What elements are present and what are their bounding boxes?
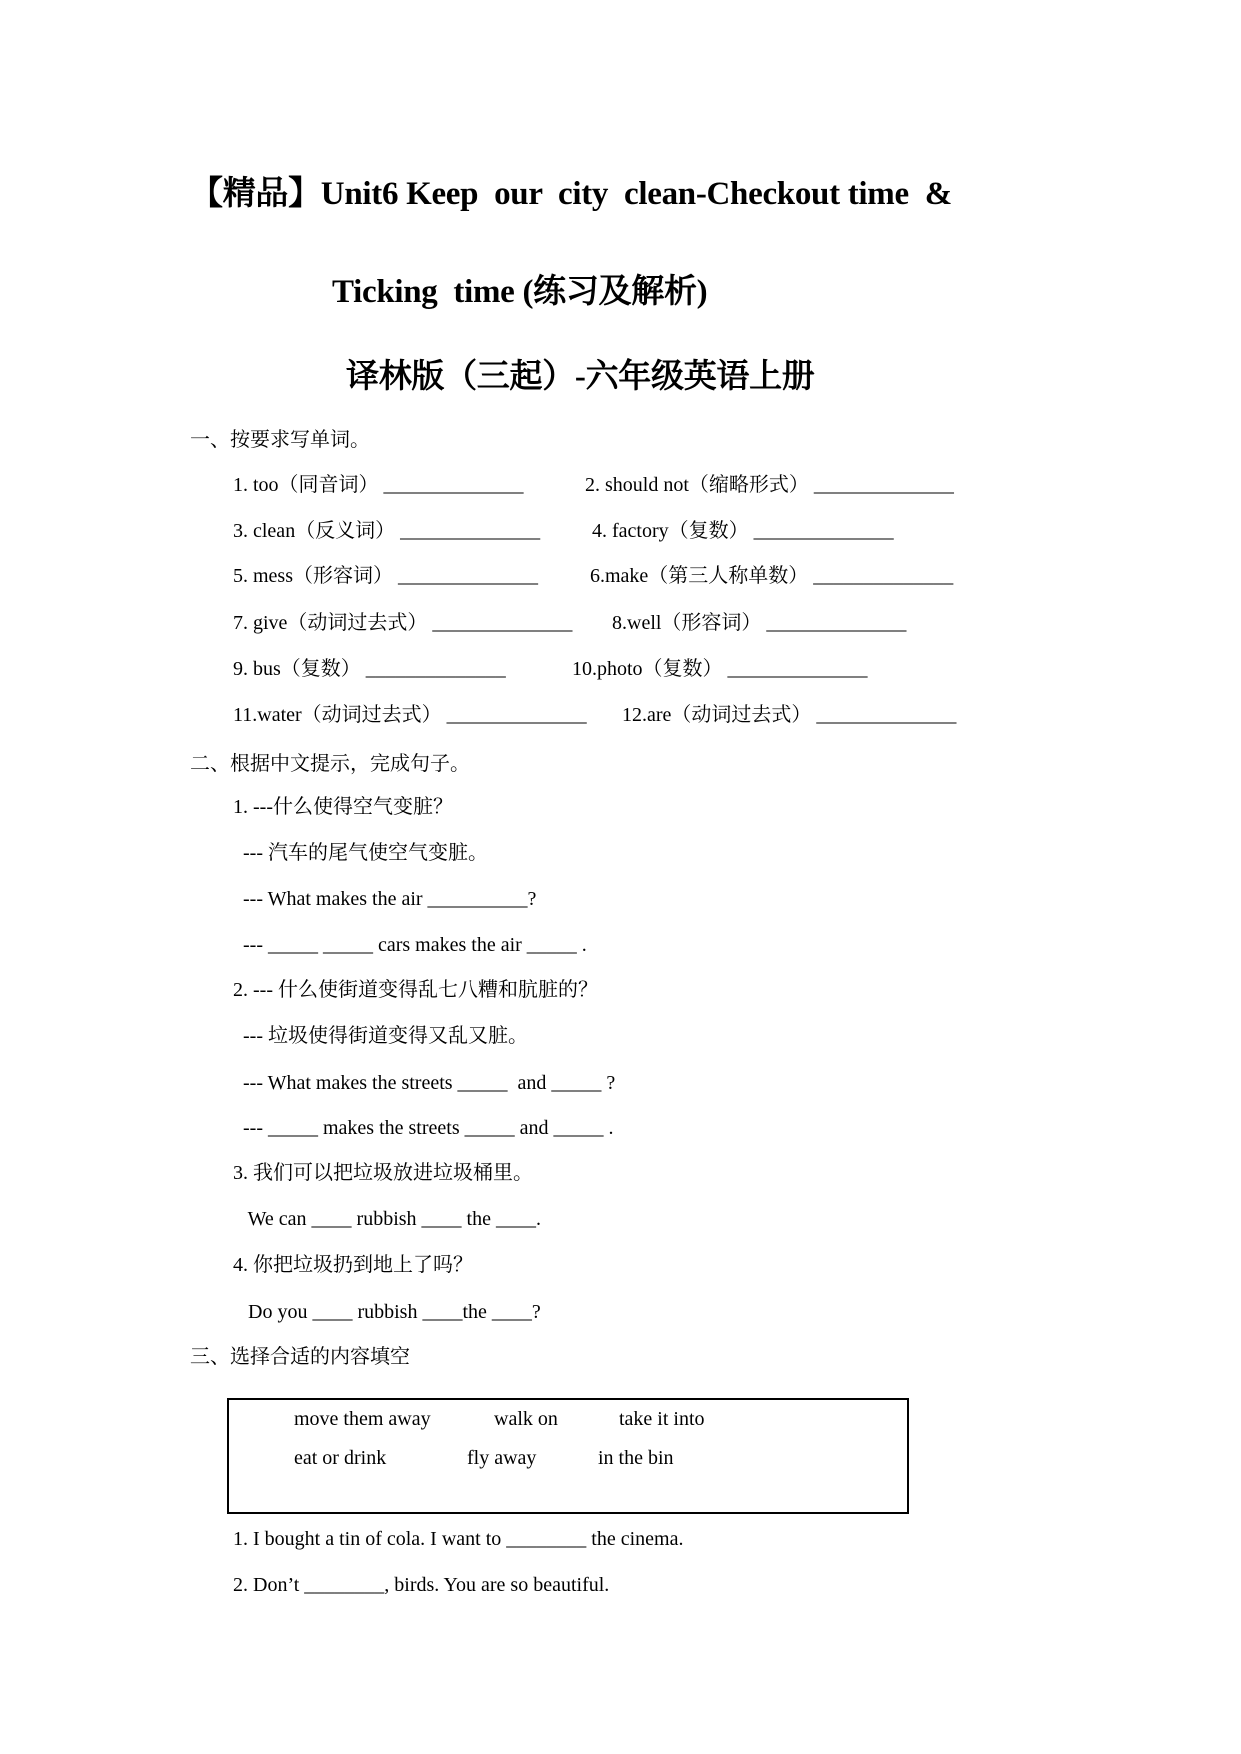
exercise-line: 4. 你把垃圾扔到地上了吗？ — [233, 1254, 473, 1276]
exercise-item: 7. give（动词过去式） ______________ — [233, 612, 573, 634]
exercise-line: We can ____ rubbish ____ the ____. — [233, 1208, 541, 1230]
section-3-heading: 三、选择合适的内容填空 — [190, 1346, 410, 1368]
exercise-item: 6.make（第三人称单数） ______________ — [590, 565, 954, 587]
word-bank-item: eat or drink — [294, 1447, 387, 1469]
word-bank-item: in the bin — [598, 1447, 674, 1469]
exercise-line: --- _____ _____ cars makes the air _____ . — [238, 934, 587, 956]
title-line-3: 译林版（三起）-六年级英语上册 — [346, 359, 815, 395]
exercise-line: Do you ____ rubbish ____the ____? — [233, 1301, 541, 1323]
question: 2. Don’t ________, birds. You are so beautiful. — [233, 1574, 610, 1596]
exercise-item: 1. too（同音词） ______________ — [233, 474, 524, 496]
title-line-2: Ticking time (练习及解析) — [332, 274, 708, 310]
exercise-line: --- _____ makes the streets _____ and _____ . — [238, 1117, 614, 1139]
exercise-item: 5. mess（形容词） ______________ — [233, 565, 538, 587]
exercise-item: 12.are（动词过去式） ______________ — [622, 704, 957, 726]
section-2-heading: 二、根据中文提示，完成句子。 — [190, 753, 470, 775]
exercise-line: --- What makes the air __________? — [238, 888, 537, 910]
exercise-line: --- 汽车的尾气使空气变脏。 — [238, 842, 488, 864]
word-bank-item: walk on — [494, 1408, 558, 1430]
exercise-line: 2. --- 什么使街道变得乱七八糟和肮脏的？ — [233, 979, 598, 1001]
word-bank-item: fly away — [467, 1447, 537, 1469]
word-bank-item: take it into — [619, 1408, 705, 1430]
question: 1. I bought a tin of cola. I want to ________ the cinema. — [233, 1528, 684, 1550]
exercise-line: --- What makes the streets _____ and _____ ? — [238, 1072, 616, 1094]
title-line-1: 【精品】Unit6 Keep our city clean-Checkout time & — [190, 176, 952, 212]
exercise-line: --- 垃圾使得街道变得又乱又脏。 — [238, 1025, 528, 1047]
exercise-item: 8.well（形容词） ______________ — [612, 612, 907, 634]
exercise-item: 10.photo（复数） ______________ — [572, 658, 868, 680]
exercise-item: 11.water（动词过去式） ______________ — [233, 704, 587, 726]
exercise-line: 1. ---什么使得空气变脏？ — [233, 796, 453, 818]
exercise-item: 9. bus（复数） ______________ — [233, 658, 506, 680]
exercise-item: 4. factory（复数） ______________ — [592, 520, 894, 542]
section-1-heading: 一、按要求写单词。 — [190, 429, 370, 451]
word-bank-item: move them away — [294, 1408, 431, 1430]
exercise-item: 2. should not（缩略形式） ______________ — [585, 474, 954, 496]
exercise-line: 3. 我们可以把垃圾放进垃圾桶里。 — [233, 1162, 533, 1184]
exercise-item: 3. clean（反义词） ______________ — [233, 520, 541, 542]
